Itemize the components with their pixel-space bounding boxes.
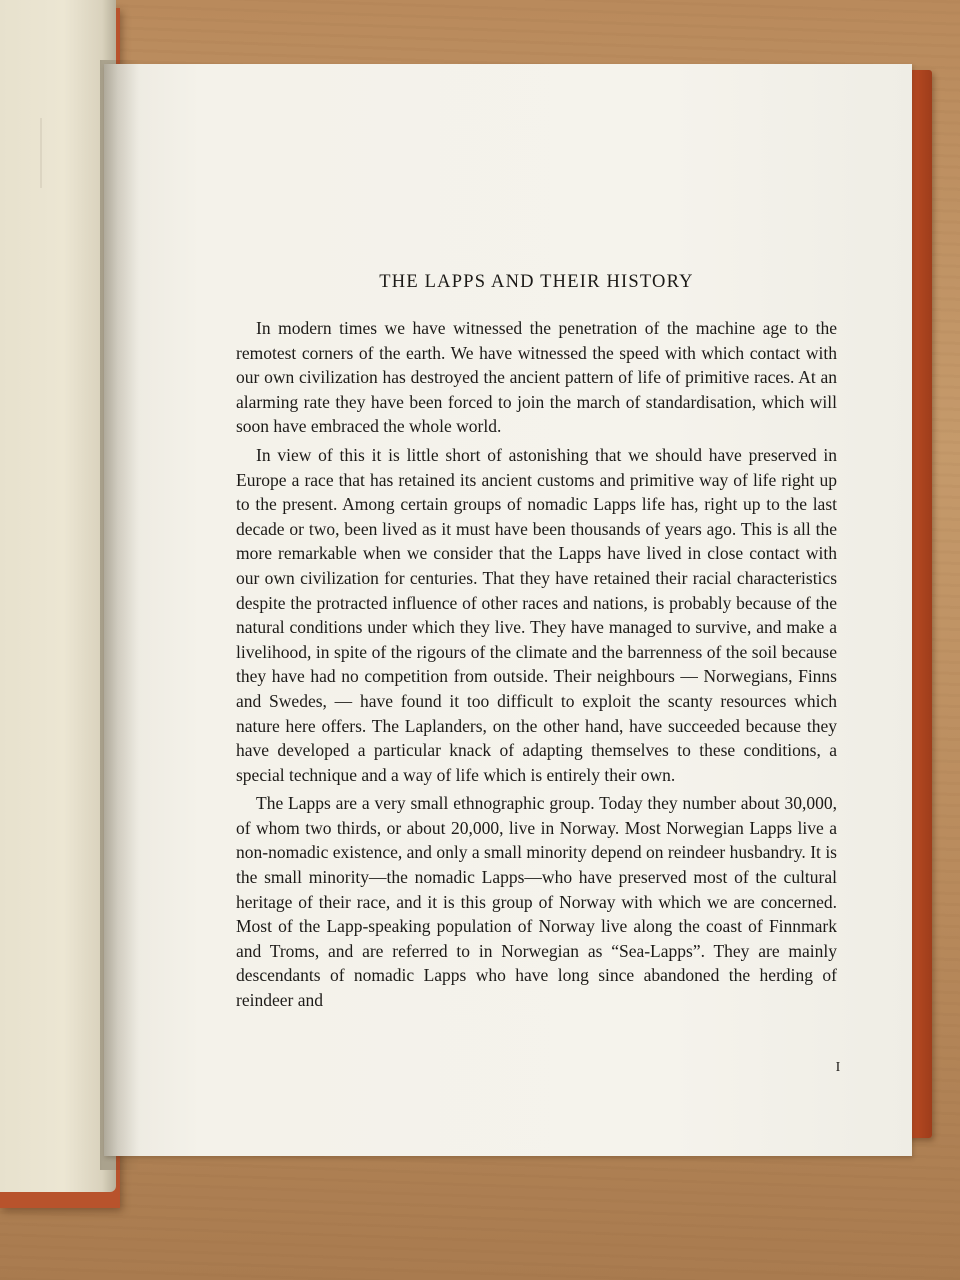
paragraph: The Lapps are a very small ethnographic group. Today they number about 30,000, of whom two thirds, or about 20,000, live in Norway. Most Norwegian Lapps live a non-nomadic existence, and only a small minority depend on reindeer husbandry. It is the small minority—the nomadic Lapps—who have preserved most of the cultural heritage of their race, and it is this group of Norway with which we are concerned. Most of the Lapp-speaking population of Norway live along the coast of Finnmark and Troms, and are referred to in Norwegian as “Sea-Lapps”. They are mainly descendants of nomadic Lapps who have long since abandoned the herding of reindeer and — [236, 793, 837, 1011]
show-through-marks — [0, 118, 42, 188]
left-page — [0, 0, 116, 1192]
page-number: I — [835, 1060, 841, 1075]
paragraph: In modern times we have witnessed the penetration of the machine age to the remotest corners of the earth. We have witnessed the speed with which contact with our own civilization has destroyed the ancient pattern of life of primitive races. At an alarming rate they have been forced to join the march of standardisation, which will soon have embraced the whole world. — [236, 318, 837, 437]
paragraph: In view of this it is little short of astonishing that we should have preserved in Europe a race that has retained its ancient customs and primitive way of life right up to the present. Among certain groups of nomadic Lapps life has, right up to the last decade or two, been lived as it must have been thousands of years ago. This is all the more remarkable when we consider that the Lapps have lived in close contact with our own civilization for centuries. That they have retained their racial characteristics despite the protracted influence of other races and nations, is probably because of the natural conditions under which they live. They have managed to survive, and make a livelihood, in spite of the rigours of the climate and the barrenness of the soil because they have had no competition from outside. Their neighbours — Norwegians, Finns and Swedes, — have found it too difficult to exploit the scanty resources which nature here offers. The Laplanders, on the other hand, have succeeded because they have developed a particular knack of adapting themselves to these conditions, a special technique and a way of life which is entirely their own. — [236, 444, 837, 785]
chapter-heading: THE LAPPS AND THEIR HISTORY — [379, 272, 694, 292]
book-gutter-shadow — [100, 60, 140, 1170]
page-text-block — [236, 268, 837, 1013]
